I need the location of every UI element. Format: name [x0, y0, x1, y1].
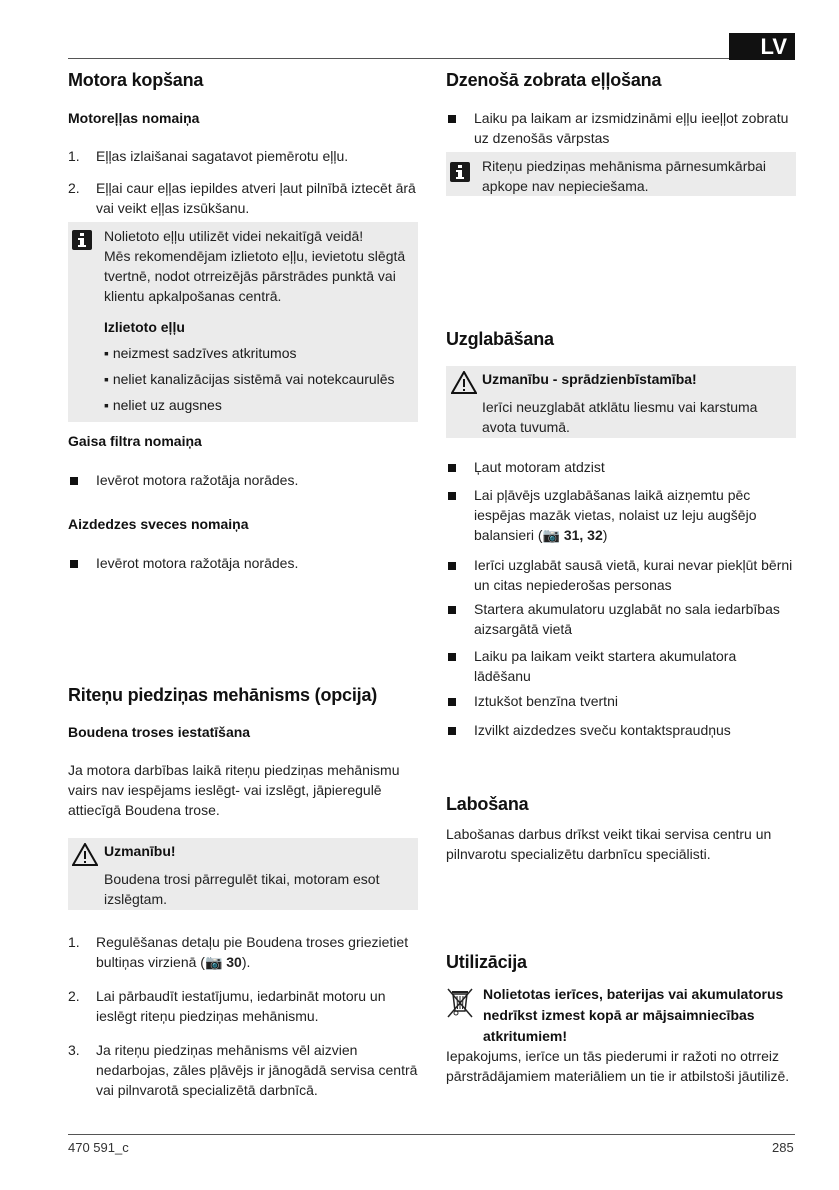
text-line: Ja riteņu piedziņas mehānisms vēl aizvien: [96, 1042, 358, 1058]
bullet-square: [448, 115, 456, 123]
footer-rule: [68, 1134, 795, 1135]
storage-item: Izvilkt aizdedzes sveču kontaktspraudņus: [474, 722, 731, 738]
text-line: nedarbojas, zāles pļāvējs ir jānogādā servisa centrā: [96, 1062, 418, 1078]
heading-air-filter: Gaisa filtra nomaiņa: [68, 433, 202, 449]
section-title-storage: Uzglabāšana: [446, 329, 554, 349]
camera-icon: 📷: [542, 527, 564, 543]
section-title-repair: Labošana: [446, 794, 529, 814]
bowden-paragraph: [68, 760, 400, 820]
warning-title: Uzmanību!: [104, 843, 176, 859]
text-line: nedrīkst izmest kopā ar mājsaimniecības: [483, 1007, 755, 1023]
spark-plug-item: Ievērot motora ražotāja norādes.: [96, 555, 299, 571]
step-text: Eļļas izlaišanai sagatavot piemērotu eļļu.: [96, 148, 349, 164]
text-line: vai veikt eļļas izsūkšanu.: [96, 200, 250, 216]
text-line: aizsargātā vietā: [474, 621, 573, 637]
warning-title: Uzmanību - sprādzienbīstamība!: [482, 371, 697, 387]
bullet-square: [70, 477, 78, 485]
bullet-square: [448, 606, 456, 614]
text-line: Nolietotas ierīces, baterijas vai akumulatorus: [483, 986, 784, 1002]
language-tab: LV: [729, 33, 795, 60]
disposal-warning: [483, 984, 783, 1047]
heading-spark-plug: Aizdedzes sveces nomaiņa: [68, 516, 249, 532]
note-bullet: ▪ neizmest sadzīves atkritumos: [104, 345, 297, 361]
camera-icon: 📷: [204, 954, 227, 970]
step-text: [96, 178, 416, 218]
step-number: 3.: [68, 1042, 80, 1058]
text-line: Ierīci neuzglabāt atklātu liesmu vai karstuma: [482, 399, 758, 415]
text-line: vai pilnvarotā specializētā darbnīcā.: [96, 1082, 318, 1098]
bullet-square: [448, 653, 456, 661]
heading-bowden: Boudena troses iestatīšana: [68, 724, 251, 740]
header-rule: [68, 58, 729, 59]
note-bullet: ▪ neliet uz augsnes: [104, 397, 222, 413]
text-line: atkritumiem!: [483, 1028, 568, 1044]
text-line: Laiku pa laikam veikt startera akumulatora: [474, 648, 737, 664]
page-number: 285: [772, 1140, 794, 1155]
section-title-gear-oil: Dzenošā zobrata eļļošana: [446, 70, 662, 90]
info-icon: [450, 162, 470, 182]
text-line: uz dzenošās vārpstas: [474, 130, 610, 146]
document-id: 470 591_c: [68, 1140, 129, 1155]
warning-text: [104, 869, 379, 909]
text-line: pilnvarotu specializētu darbnīcu speciālisti.: [446, 846, 711, 862]
note-text: [104, 226, 405, 306]
note-line: klientu apkalpošanas centrā.: [104, 288, 282, 304]
text-line: Laiku pa laikam ar izsmidzināmi eļļu ieeļļot zobratu: [474, 110, 789, 126]
text-line: Regulēšanas detaļu pie Boudena troses griezietiet: [96, 934, 409, 950]
text-line: vairs nav iespējams ieslēgt- vai izslēgt, jāpieregulē: [68, 782, 382, 798]
bullet-square: [70, 560, 78, 568]
text-line: lādēšanu: [474, 668, 531, 684]
text-line: Startera akumulatoru uzglabāt no sala iedarbības: [474, 601, 780, 617]
text-line: Lai pļāvējs uzglabāšanas laikā aizņemtu pēc: [474, 487, 751, 503]
section-title-wheel-drive: Riteņu piedziņas mehānisms (opcija): [68, 685, 378, 705]
step-text: [96, 986, 386, 1026]
text-line: apkope nav nepieciešama.: [482, 178, 649, 194]
note-text: [482, 156, 766, 196]
storage-item: [474, 485, 757, 545]
storage-item: Ļaut motoram atdzist: [474, 459, 605, 475]
warning-icon: [72, 843, 98, 869]
text-line: Iepakojums, ierīce un tās piederumi ir ražoti no otrreiz: [446, 1048, 780, 1064]
storage-item: [474, 555, 792, 595]
storage-item: Iztukšot benzīna tvertni: [474, 693, 618, 709]
step-text: [96, 932, 408, 972]
bullet-square: [448, 562, 456, 570]
text-line: izslēgtam.: [104, 891, 168, 907]
disposal-paragraph: [446, 1046, 789, 1086]
text-line: Lai pārbaudīt iestatījumu, iedarbināt motoru un: [96, 988, 386, 1004]
step-number: 1.: [68, 934, 80, 950]
note-line: Nolietoto eļļu utilizēt videi nekaitīgā veidā!: [104, 228, 364, 244]
bullet-square: [448, 698, 456, 706]
text-line: Ja motora darbības laikā riteņu piedziņas mehānismu: [68, 762, 400, 778]
note-line: tvertnē, nodot otrreizējās pārstrādes punktā vai: [104, 268, 396, 284]
gear-oil-item: [474, 108, 788, 148]
text-line: iespējas mazāk vietas, nolaist uz leju augšējo: [474, 507, 757, 523]
section-title-disposal: Utilizācija: [446, 952, 527, 972]
step-number: 2.: [68, 180, 80, 196]
bullet-square: [448, 464, 456, 472]
storage-item: [474, 599, 780, 639]
note-bullet: ▪ neliet kanalizācijas sistēmā vai notekcaurulēs: [104, 371, 395, 387]
bullet-square: [448, 727, 456, 735]
text-line: ieslēgt riteņu piedziņas mehānismu.: [96, 1008, 319, 1024]
text-line: balansieri (📷 31, 32): [474, 527, 608, 543]
text-line: un citas nepiederošas personas: [474, 577, 672, 593]
section-title-motor-care: Motora kopšana: [68, 70, 204, 90]
text-line: pārstrādājamiem materiāliem un tie ir atbilstoši jāutilizē.: [446, 1068, 790, 1084]
repair-paragraph: [446, 824, 771, 864]
heading-oil-change: Motoreļļas nomaiņa: [68, 110, 200, 126]
text-line: Riteņu piedziņas mehānisma pārnesumkārbai: [482, 158, 767, 174]
text-line: Labošanas darbus drīkst veikt tikai servisa centru un: [446, 826, 772, 842]
text-line: bultiņas virzienā (📷 30).: [96, 954, 251, 970]
warning-text: [482, 397, 757, 437]
text-line: Eļļai caur eļļas iepildes atveri ļaut pilnībā iztecēt ārā: [96, 180, 416, 196]
warning-icon: [451, 371, 477, 397]
note-bullet-list: [104, 343, 395, 415]
text-line: attiecīgā Boudena trose.: [68, 802, 220, 818]
step-text: [96, 1040, 417, 1100]
storage-item: [474, 646, 736, 686]
step-number: 1.: [68, 148, 80, 164]
info-icon: [72, 230, 92, 250]
note-subheading: Izlietoto eļļu: [104, 319, 185, 335]
air-filter-item: Ievērot motora ražotāja norādes.: [96, 472, 299, 488]
wheelie-bin-crossed-icon: [446, 985, 474, 1022]
bullet-square: [448, 492, 456, 500]
text-line: Ierīci uzglabāt sausā vietā, kurai nevar piekļūt bērni: [474, 557, 793, 573]
text-line: Boudena trosi pārregulēt tikai, motoram esot: [104, 871, 380, 887]
step-number: 2.: [68, 988, 80, 1004]
text-line: avota tuvumā.: [482, 419, 570, 435]
note-line: Mēs rekomendējam izlietoto eļļu, ievietotu slēgtā: [104, 248, 406, 264]
